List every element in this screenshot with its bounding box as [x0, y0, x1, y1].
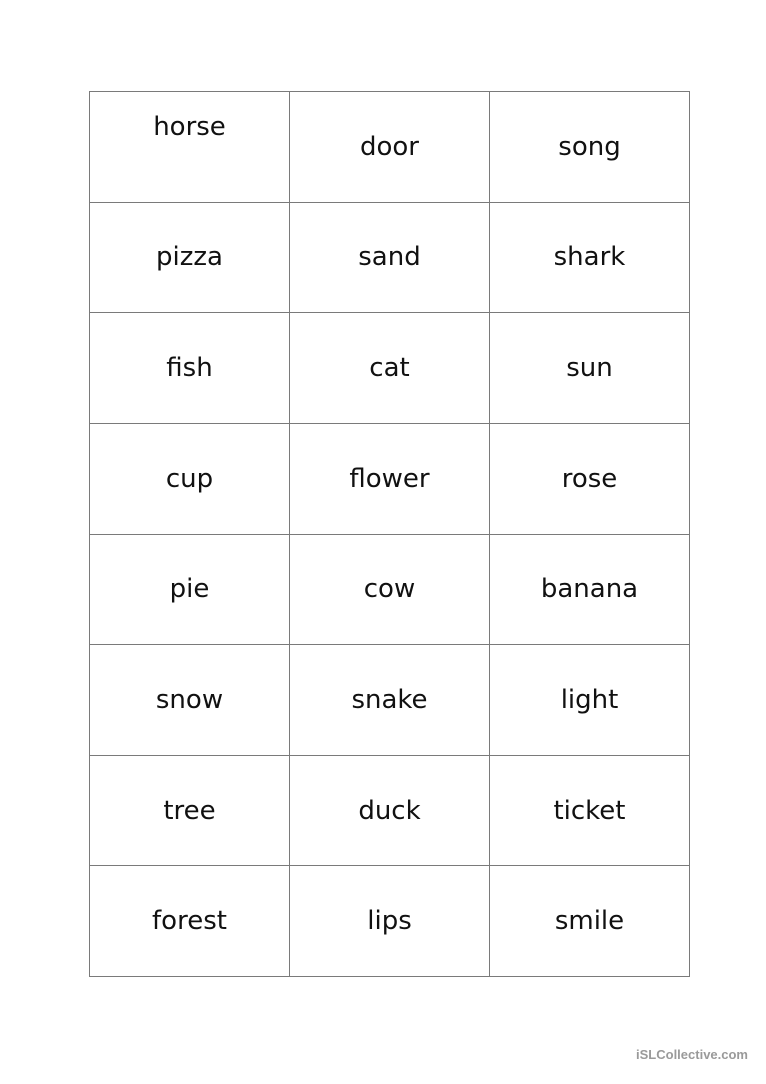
word-card-table: [89, 91, 690, 977]
table-row: [90, 92, 690, 203]
word-card: pizza: [90, 202, 290, 313]
table-row: [90, 534, 690, 645]
word-card: cow: [290, 534, 490, 645]
word-card: horse: [90, 92, 290, 203]
word-card: rose: [490, 423, 690, 534]
table-row: [90, 423, 690, 534]
table-row: [90, 866, 690, 977]
word-card: sand: [290, 202, 490, 313]
word-card: smile: [490, 866, 690, 977]
word-card: snake: [290, 645, 490, 756]
word-card: song: [490, 92, 690, 203]
word-card: pie: [90, 534, 290, 645]
word-card: door: [290, 92, 490, 203]
word-card: lips: [290, 866, 490, 977]
table-row: [90, 313, 690, 424]
word-card: shark: [490, 202, 690, 313]
word-card: cup: [90, 423, 290, 534]
word-card: banana: [490, 534, 690, 645]
word-card: duck: [290, 755, 490, 866]
word-card: tree: [90, 755, 290, 866]
table-row: [90, 755, 690, 866]
word-card: ticket: [490, 755, 690, 866]
word-card: flower: [290, 423, 490, 534]
word-card: snow: [90, 645, 290, 756]
word-card: fish: [90, 313, 290, 424]
table-row: [90, 202, 690, 313]
watermark: iSLCollective.com: [636, 1047, 748, 1062]
word-card: cat: [290, 313, 490, 424]
word-card: light: [490, 645, 690, 756]
word-card: sun: [490, 313, 690, 424]
word-card: forest: [90, 866, 290, 977]
table-row: [90, 645, 690, 756]
